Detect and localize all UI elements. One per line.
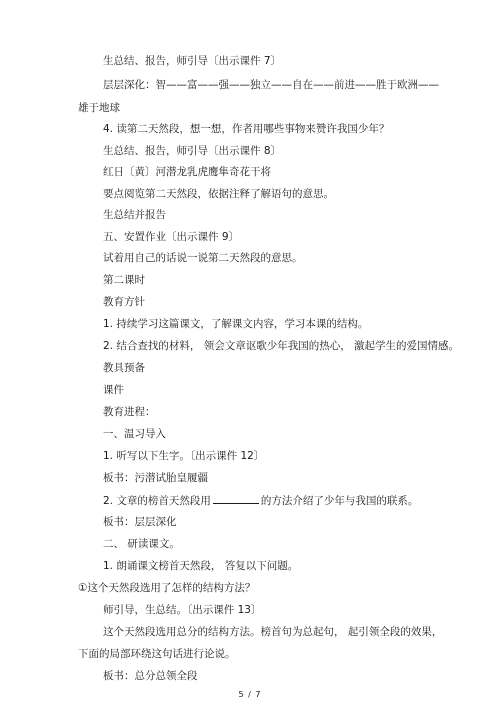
question-line: ①这个天然段选用了怎样的结构方法？ [78, 582, 256, 594]
text-line: 试着用自己的话说一说第二天然段的意思。 [103, 252, 303, 264]
section-heading: 教育方针 [103, 296, 145, 308]
text-line: 4. 读第二天然段，想一想，作者用哪些事物来赞许我国少年？ [103, 123, 390, 135]
text-line: 板书：污潜试胎皇履疆 [103, 472, 208, 484]
text-line: 2. 结合查找的材料， 领会文章讴歌少年我国的热心， 激起学生的爱国情感。 [103, 340, 460, 352]
text-line: 生总结、报告，师引导〔出示课件 8〕 [103, 145, 282, 157]
section-heading: 第二课时 [103, 274, 145, 286]
section-heading: 一、温习导入 [103, 428, 166, 440]
section-heading: 教具预备 [103, 362, 145, 374]
answer-blank [213, 493, 259, 504]
fill-blank-line [103, 493, 418, 508]
text-line: 板书：总分总领全段 [103, 670, 198, 682]
text-line: 生总结、报告，师引导〔出示课件 7〕 [103, 55, 282, 67]
text-line: 下面的局部环绕这句话进行论说。 [78, 648, 236, 660]
text-line: 这个天然段选用总分的结构方法。榜首句为总起句， 起引领全段的效果， [103, 626, 443, 638]
section-heading: 二、 研读课文。 [103, 538, 180, 550]
text-line: 层层深化：智——富——强——独立——自在——前进——胜于欧洲—— [103, 79, 439, 91]
text-line: 生总结并报告 [103, 209, 166, 221]
text-line: 1. 持续学习这篇课文，了解课文内容，学习本课的结构。 [103, 318, 369, 330]
page-number: 5 / 7 [238, 690, 262, 699]
text-line: 要点阅览第二天然段，依据注释了解语句的意思。 [103, 188, 334, 200]
text-line: 师引导，生总结。〔出示课件 13〕 [103, 604, 262, 616]
text-line: 1. 朗诵课文榜首天然段， 答复以下问题。 [103, 560, 299, 572]
text-line: 红日〔黄〕河潜龙乳虎鹰隼奇花干将 [103, 166, 271, 178]
section-heading: 五、安置作业〔出示课件 9〕 [103, 231, 240, 243]
text-line: 雄于地球 [78, 102, 120, 114]
fill-blank-after: 的方法介绍了少年与我国的联系。 [260, 495, 419, 507]
text-line: 课件 [103, 384, 124, 396]
section-heading: 教育进程： [103, 406, 156, 418]
text-line: 1. 听写以下生字。〔出示课件 12〕 [103, 450, 265, 462]
text-line: 板书：层层深化 [103, 516, 177, 528]
fill-blank-before: 2. 文章的榜首天然段用 [103, 495, 211, 507]
